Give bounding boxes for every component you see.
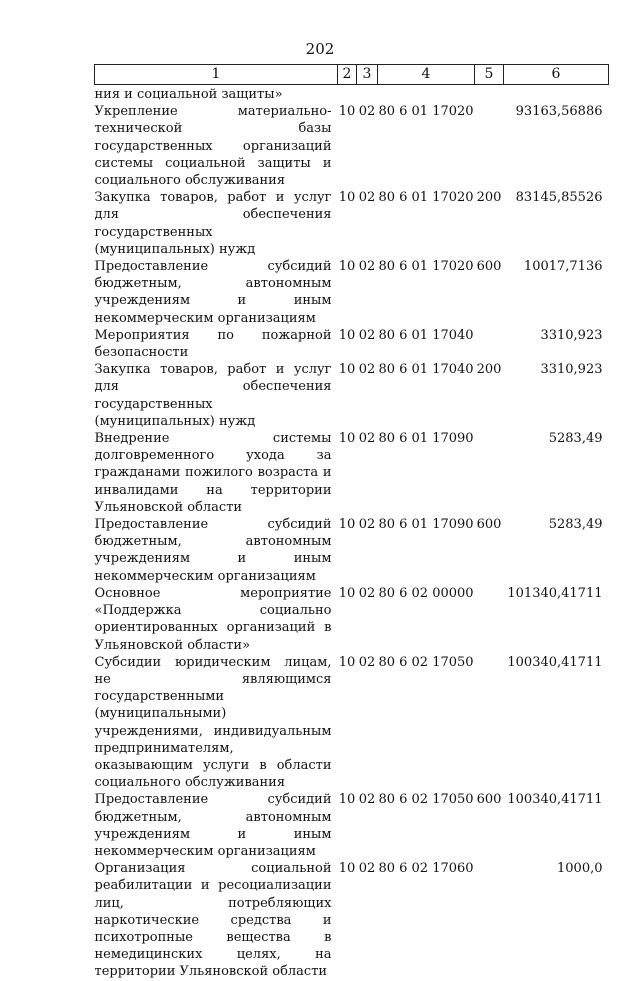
row-target-code: 80 6 01 17020 <box>378 190 474 206</box>
row-subsection: 02 <box>358 654 376 670</box>
row-amount: 10017,7136 <box>523 259 603 275</box>
header-col-6: 6 <box>504 65 609 85</box>
row-subsection: 02 <box>358 517 376 533</box>
page-number: 202 <box>305 40 335 58</box>
row-section: 10 <box>338 190 356 206</box>
row-amount: 3310,923 <box>540 362 603 378</box>
row-section: 10 <box>338 327 356 343</box>
row-name: Предоставление субсидий бюджетным, автономным учреждениям и иным некоммерческим организациям <box>94 517 332 584</box>
row-amount: 100340,41711 <box>507 654 603 670</box>
row-expense-type: 600 <box>476 792 502 808</box>
row-subsection: 02 <box>358 431 376 447</box>
table-body <box>95 85 609 981</box>
row-target-code: 80 6 01 17020 <box>378 259 474 275</box>
row-section: 10 <box>338 517 356 533</box>
continuation-row <box>95 85 609 104</box>
row-target-code: 80 6 02 17050 <box>378 654 474 670</box>
row-expense-type: 600 <box>476 517 502 533</box>
row-name: Организация социальной реабилитации и ресоциализации лиц, потребляющих наркотические средства и психотропные вещества в немедицинских целях, на территории Ульяновской области <box>94 861 332 980</box>
row-target-code: 80 6 01 17040 <box>378 362 474 378</box>
row-section: 10 <box>338 654 356 670</box>
row-target-code: 80 6 01 17090 <box>378 431 474 447</box>
row-subsection: 02 <box>358 327 376 343</box>
row-name: Внедрение системы долговременного ухода за гражданами пожилого возраста и инвалидами на территории Ульяновской области <box>94 431 332 515</box>
row-amount: 3310,923 <box>540 327 603 343</box>
row-expense-type <box>475 860 504 980</box>
header-row <box>95 65 609 85</box>
row-section: 10 <box>338 585 356 601</box>
row-name: Мероприятия по пожарной безопасности <box>94 327 332 361</box>
table-row <box>95 791 609 860</box>
header-col-3: 3 <box>357 65 378 85</box>
row-expense-type <box>475 430 504 516</box>
row-name: Субсидии юридическим лицам, не являющимся государственными (муниципальными) учреждениями, индивидуальным предпринимателям, оказывающим услуги в области социального обслуживания <box>94 654 332 791</box>
table-row <box>95 361 609 430</box>
table-row <box>95 327 609 361</box>
row-expense-type <box>475 585 504 654</box>
row-subsection: 02 <box>358 861 376 877</box>
row-subsection: 02 <box>358 104 376 120</box>
row-amount: 1000,0 <box>557 861 603 877</box>
table-row <box>95 654 609 792</box>
row-subsection: 02 <box>358 362 376 378</box>
row-amount: 5283,49 <box>548 517 603 533</box>
row-expense-type: 200 <box>476 190 502 206</box>
row-name: Укрепление материально-технической базы государственных организаций системы социальной защиты и социального обслуживания <box>94 104 332 189</box>
table-header <box>95 65 609 85</box>
row-amount: 83145,85526 <box>515 190 603 206</box>
table-row <box>95 103 609 189</box>
header-col-1: 1 <box>95 65 338 85</box>
continuation-text: ния и социальной защиты» <box>94 87 283 102</box>
table-row <box>95 258 609 327</box>
row-amount: 5283,49 <box>548 431 603 447</box>
row-expense-type <box>475 103 504 189</box>
row-amount: 93163,56886 <box>515 104 603 120</box>
row-name: Закупка товаров, работ и услуг для обеспечения государственных (муниципальных) нужд <box>94 190 332 257</box>
row-section: 10 <box>338 792 356 808</box>
row-expense-type: 600 <box>476 259 502 275</box>
row-name: Предоставление субсидий бюджетным, автономным учреждениям и иным некоммерческим организациям <box>94 792 332 859</box>
row-section: 10 <box>338 259 356 275</box>
row-name: Закупка товаров, работ и услуг для обеспечения государственных (муниципальных) нужд <box>94 362 332 429</box>
table-row <box>95 860 609 980</box>
row-target-code: 80 6 02 17060 <box>378 861 474 877</box>
row-amount: 101340,41711 <box>507 585 603 601</box>
row-target-code: 80 6 02 17050 <box>378 792 474 808</box>
table-row <box>95 189 609 258</box>
row-expense-type <box>475 327 504 361</box>
row-section: 10 <box>338 104 356 120</box>
header-col-2: 2 <box>338 65 357 85</box>
table-row <box>95 430 609 516</box>
row-name: Основное мероприятие «Поддержка социально ориентированных организаций в Ульяновской области» <box>94 585 332 653</box>
row-target-code: 80 6 01 17020 <box>378 104 474 120</box>
row-subsection: 02 <box>358 259 376 275</box>
header-col-5: 5 <box>475 65 504 85</box>
row-expense-type: 200 <box>476 362 502 378</box>
row-target-code: 80 6 01 17040 <box>378 327 474 343</box>
row-section: 10 <box>338 861 356 877</box>
row-target-code: 80 6 01 17090 <box>378 517 474 533</box>
row-expense-type <box>475 654 504 792</box>
row-subsection: 02 <box>358 792 376 808</box>
table-row <box>95 516 609 585</box>
budget-table <box>94 64 609 981</box>
header-col-4: 4 <box>378 65 475 85</box>
row-section: 10 <box>338 431 356 447</box>
row-subsection: 02 <box>358 190 376 206</box>
table-row <box>95 585 609 654</box>
row-amount: 100340,41711 <box>507 792 603 808</box>
row-section: 10 <box>338 362 356 378</box>
row-subsection: 02 <box>358 585 376 601</box>
row-target-code: 80 6 02 00000 <box>378 585 474 601</box>
row-name: Предоставление субсидий бюджетным, автономным учреждениям и иным некоммерческим организациям <box>94 259 332 326</box>
